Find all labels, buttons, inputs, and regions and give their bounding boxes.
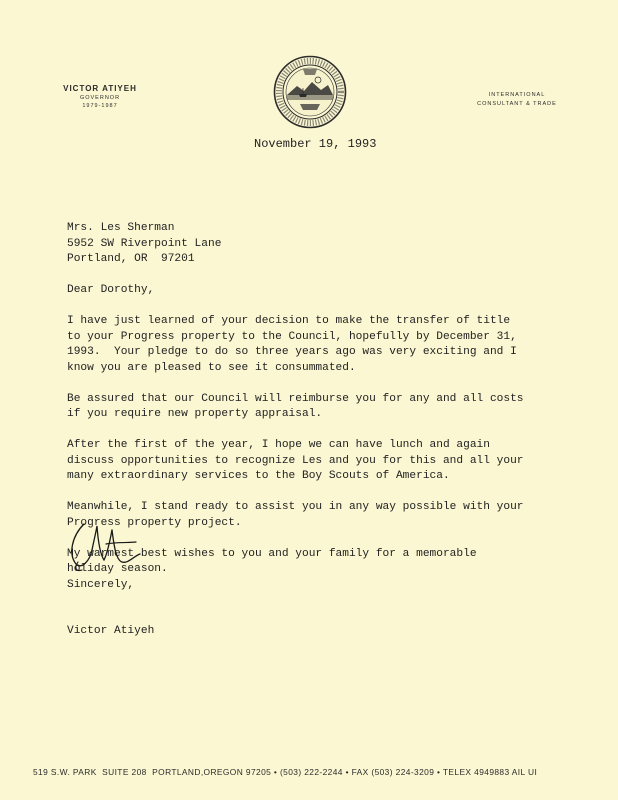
letterhead-left xyxy=(50,84,150,110)
paragraph-line: Meanwhile, I stand ready to assist you in any way possible with your xyxy=(67,501,524,513)
paragraph-line: holiday season. xyxy=(67,563,168,575)
letterhead-years: 1979-1987 xyxy=(82,103,118,109)
recipient-name: Mrs. Les Sherman xyxy=(67,222,175,234)
paragraph-line: if you require new property appraisal. xyxy=(67,408,323,420)
recipient-street: 5952 SW Riverpoint Lane xyxy=(67,237,222,250)
paragraph-line: 1993. Your pledge to do so three years ago was very exciting and I xyxy=(67,346,517,358)
recipient-city: Portland, OR 97201 xyxy=(67,253,195,265)
letter-date: November 19, 1993 xyxy=(254,137,377,151)
paragraph-line: know you are pleased to see it consummated. xyxy=(67,361,356,374)
paragraph-line: My warmest best wishes to you and your family for a memorable xyxy=(67,547,477,560)
paragraph xyxy=(67,438,587,485)
state-seal-icon xyxy=(273,55,347,129)
letterhead-title: GOVERNOR xyxy=(79,95,121,101)
paragraph-line: Be assured that our Council will reimburse you for any and all costs xyxy=(67,392,524,405)
paragraph-line: After the first of the year, I hope we can have lunch and again xyxy=(67,439,490,451)
salutation: Dear Dorothy, xyxy=(67,284,155,296)
paragraph-line: discuss opportunities to recognize Les and you for this and all your xyxy=(67,454,524,467)
paragraph-line: I have just learned of your decision to make the transfer of title xyxy=(67,315,511,327)
signature-name: Victor Atiyeh xyxy=(67,625,155,637)
letterhead-right-line1: INTERNATIONAL xyxy=(488,92,546,98)
letterhead-footer: 519 S.W. PARK SUITE 208 PORTLAND,OREGON 97205 • (503) 222-2244 • FAX (503) 224-3209 • TELEX 4949883 AIL UI xyxy=(33,767,538,777)
paragraph-line: Progress property project. xyxy=(67,516,242,529)
paragraph-line: to your Progress property to the Council, hopefully by December 31, xyxy=(67,330,517,343)
handwritten-signature xyxy=(62,510,152,580)
paragraph xyxy=(67,392,587,423)
letterhead-right xyxy=(462,91,572,109)
closing: Sincerely, xyxy=(67,578,135,591)
paragraph xyxy=(67,314,587,376)
paragraph-line: many extraordinary services to the Boy Scouts of America. xyxy=(67,470,450,482)
letterhead-name: VICTOR ATIYEH xyxy=(63,84,137,93)
letterhead-right-line2: CONSULTANT & TRADE xyxy=(477,101,557,107)
